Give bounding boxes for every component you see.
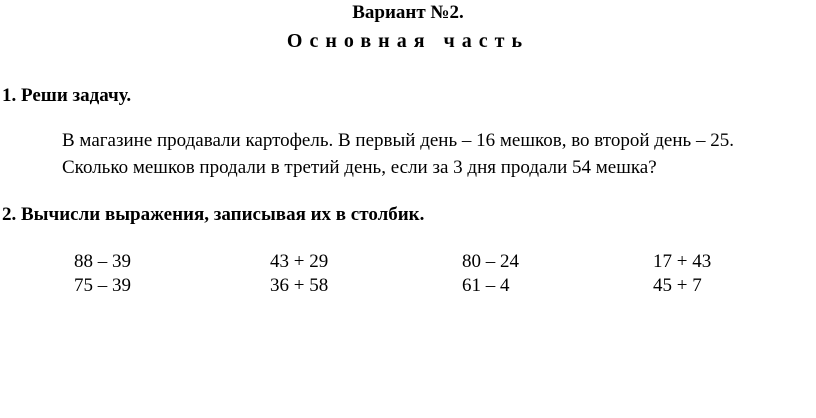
expression: 80 – 24 [462, 251, 519, 272]
expression: 43 + 29 [270, 251, 329, 272]
expression: 17 + 43 [653, 251, 712, 272]
task-2-heading: 2. Вычисли выражения, записывая их в столбик. [2, 204, 425, 225]
task-1-text-line: Сколько мешков продали в третий день, если за 3 дня продали 54 мешка? [62, 157, 657, 178]
expression: 45 + 7 [653, 275, 702, 296]
task-1-heading: 1. Реши задачу. [2, 85, 132, 106]
expression: 88 – 39 [74, 251, 131, 272]
task-1-text-line: В магазине продавали картофель. В первый день – 16 мешков, во второй день – 25. [62, 130, 734, 151]
section-title: Основная часть [286, 30, 530, 52]
expression: 36 + 58 [270, 275, 329, 296]
expression: 61 – 4 [462, 275, 510, 296]
variant-title: Вариант №2. [352, 2, 464, 23]
expression: 75 – 39 [74, 275, 131, 296]
